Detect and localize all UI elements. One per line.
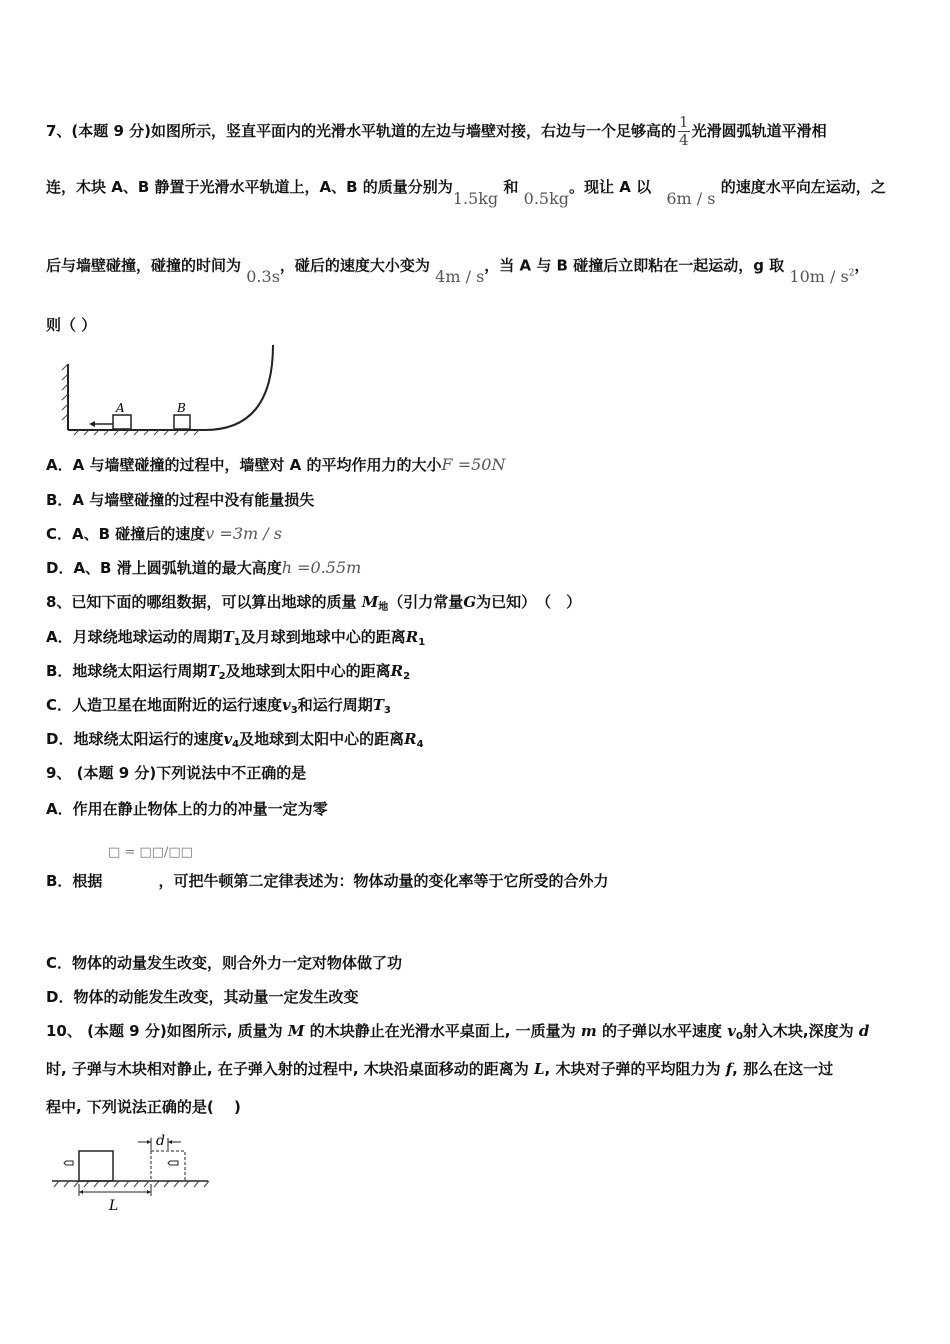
- q7-text: ，: [854, 256, 870, 275]
- q7-option-b[interactable]: B．A 与墙壁碰撞的过程中没有能量损失: [46, 491, 315, 509]
- q9-option-c[interactable]: C．物体的动量发生改变，则合外力一定对物体做了功: [46, 954, 403, 972]
- q9-stem: 9、 (本题 9 分)下列说法中不正确的是: [46, 764, 307, 782]
- q8-stem: 8、已知下面的哪组数据，可以算出地球的质量 $M_地$（引力常量G为已知） （ ）: [46, 593, 582, 613]
- label-a: A: [116, 401, 125, 415]
- q7-text: 的速度水平向左运动，之: [720, 178, 886, 196]
- q7-line-4: 则（ ）: [46, 316, 97, 334]
- q7-text: 7、(本题 9 分)如图所示，竖直平面内的光滑水平轨道的左边与墙壁对接，右边与一个足够高的: [46, 122, 677, 140]
- q8-option-c[interactable]: C．人造卫星在地面附近的运行速度$v_3$和运行周期$T_3$: [46, 696, 391, 716]
- label-l: L: [109, 1198, 119, 1214]
- label-b: B: [177, 401, 186, 415]
- q7-text: 后与墙壁碰撞，碰撞的时间为: [46, 256, 242, 275]
- mass-b: 0.5kg: [523, 189, 570, 208]
- q7-text: 光滑圆弧轨道平滑相: [691, 122, 827, 140]
- wood-block-final: [151, 1151, 185, 1181]
- q10-figure: [48, 1128, 218, 1218]
- q10-line-3: 程中, 下列说法正确的是( ): [46, 1098, 241, 1116]
- collision-time: 0.3s: [246, 267, 280, 287]
- bullet-final: [168, 1161, 178, 1165]
- fraction-one-quarter: $\frac{1}{4}$: [679, 113, 689, 149]
- q7-text: ，碰后的速度大小变为: [279, 256, 430, 275]
- block-b: [174, 415, 190, 429]
- q8-option-d[interactable]: D．地球绕太阳运行的速度$v_4$及地球到太阳中心的距离$R_4$: [46, 730, 424, 750]
- q7-option-c[interactable]: C．A、B 碰撞后的速度v =3m / s: [46, 524, 282, 543]
- q7-text: 和: [503, 178, 519, 196]
- q7-line-2: [46, 177, 886, 208]
- q7-option-d[interactable]: D．A、B 滑上圆弧轨道的最大高度h =0.55m: [46, 558, 362, 577]
- q8-option-b[interactable]: B．地球绕太阳运行周期$T_2$及地球到太阳中心的距离$R_2$: [46, 662, 411, 682]
- q7-text: ，当 A 与 B 碰撞后立即粘在一起运动，g 取: [484, 256, 785, 275]
- bullet-initial: [64, 1161, 73, 1165]
- q7-text: 连，木块 A、B 静置于光滑水平轨道上，A、B 的质量分别为: [46, 178, 453, 196]
- label-d: d: [156, 1133, 165, 1149]
- initial-velocity: 6m / s: [666, 189, 716, 208]
- q9-formula-image: □ = □□/□□: [108, 845, 193, 860]
- mass-a: 1.5kg: [452, 189, 499, 208]
- wood-block-initial: [79, 1151, 113, 1181]
- q10-line-1: 10、 (本题 9 分)如图所示, 质量为 M 的木块静止在光滑水平桌面上, 一质量为 m 的子弹以水平速度 $v_0$射入木块,深度为 d: [46, 1022, 870, 1042]
- q7-line-1: [46, 114, 827, 149]
- rebound-velocity: 4m / s: [435, 267, 485, 287]
- q8-option-a[interactable]: A．月球绕地球运动的周期$T_1$及月球到地球中心的距离$R_1$: [46, 628, 426, 648]
- q9-option-a[interactable]: A．作用在静止物体上的力的冲量一定为零: [46, 800, 328, 818]
- gravity-value: $10m / s^2$: [789, 267, 855, 287]
- q10-line-2: 时, 子弹与木块相对静止, 在子弹入射的过程中, 木块沿桌面移动的距离为 L, 木块对子弹的平均阻力为 f, 那么在这一过: [46, 1060, 834, 1078]
- q7-line-3: [46, 252, 870, 287]
- q7-figure: [60, 340, 290, 440]
- q7-option-a[interactable]: A．A 与墙壁碰撞的过程中，墙壁对 A 的平均作用力的大小F =50N: [46, 455, 506, 474]
- q9-option-d[interactable]: D．物体的动能发生改变，其动量一定发生改变: [46, 988, 359, 1006]
- block-a: [113, 415, 131, 429]
- q7-text: 。现让 A 以: [569, 178, 652, 196]
- q9-option-b[interactable]: B．根据 ，可把牛顿第二定律表述为：物体动量的变化率等于它所受的合外力: [46, 872, 609, 890]
